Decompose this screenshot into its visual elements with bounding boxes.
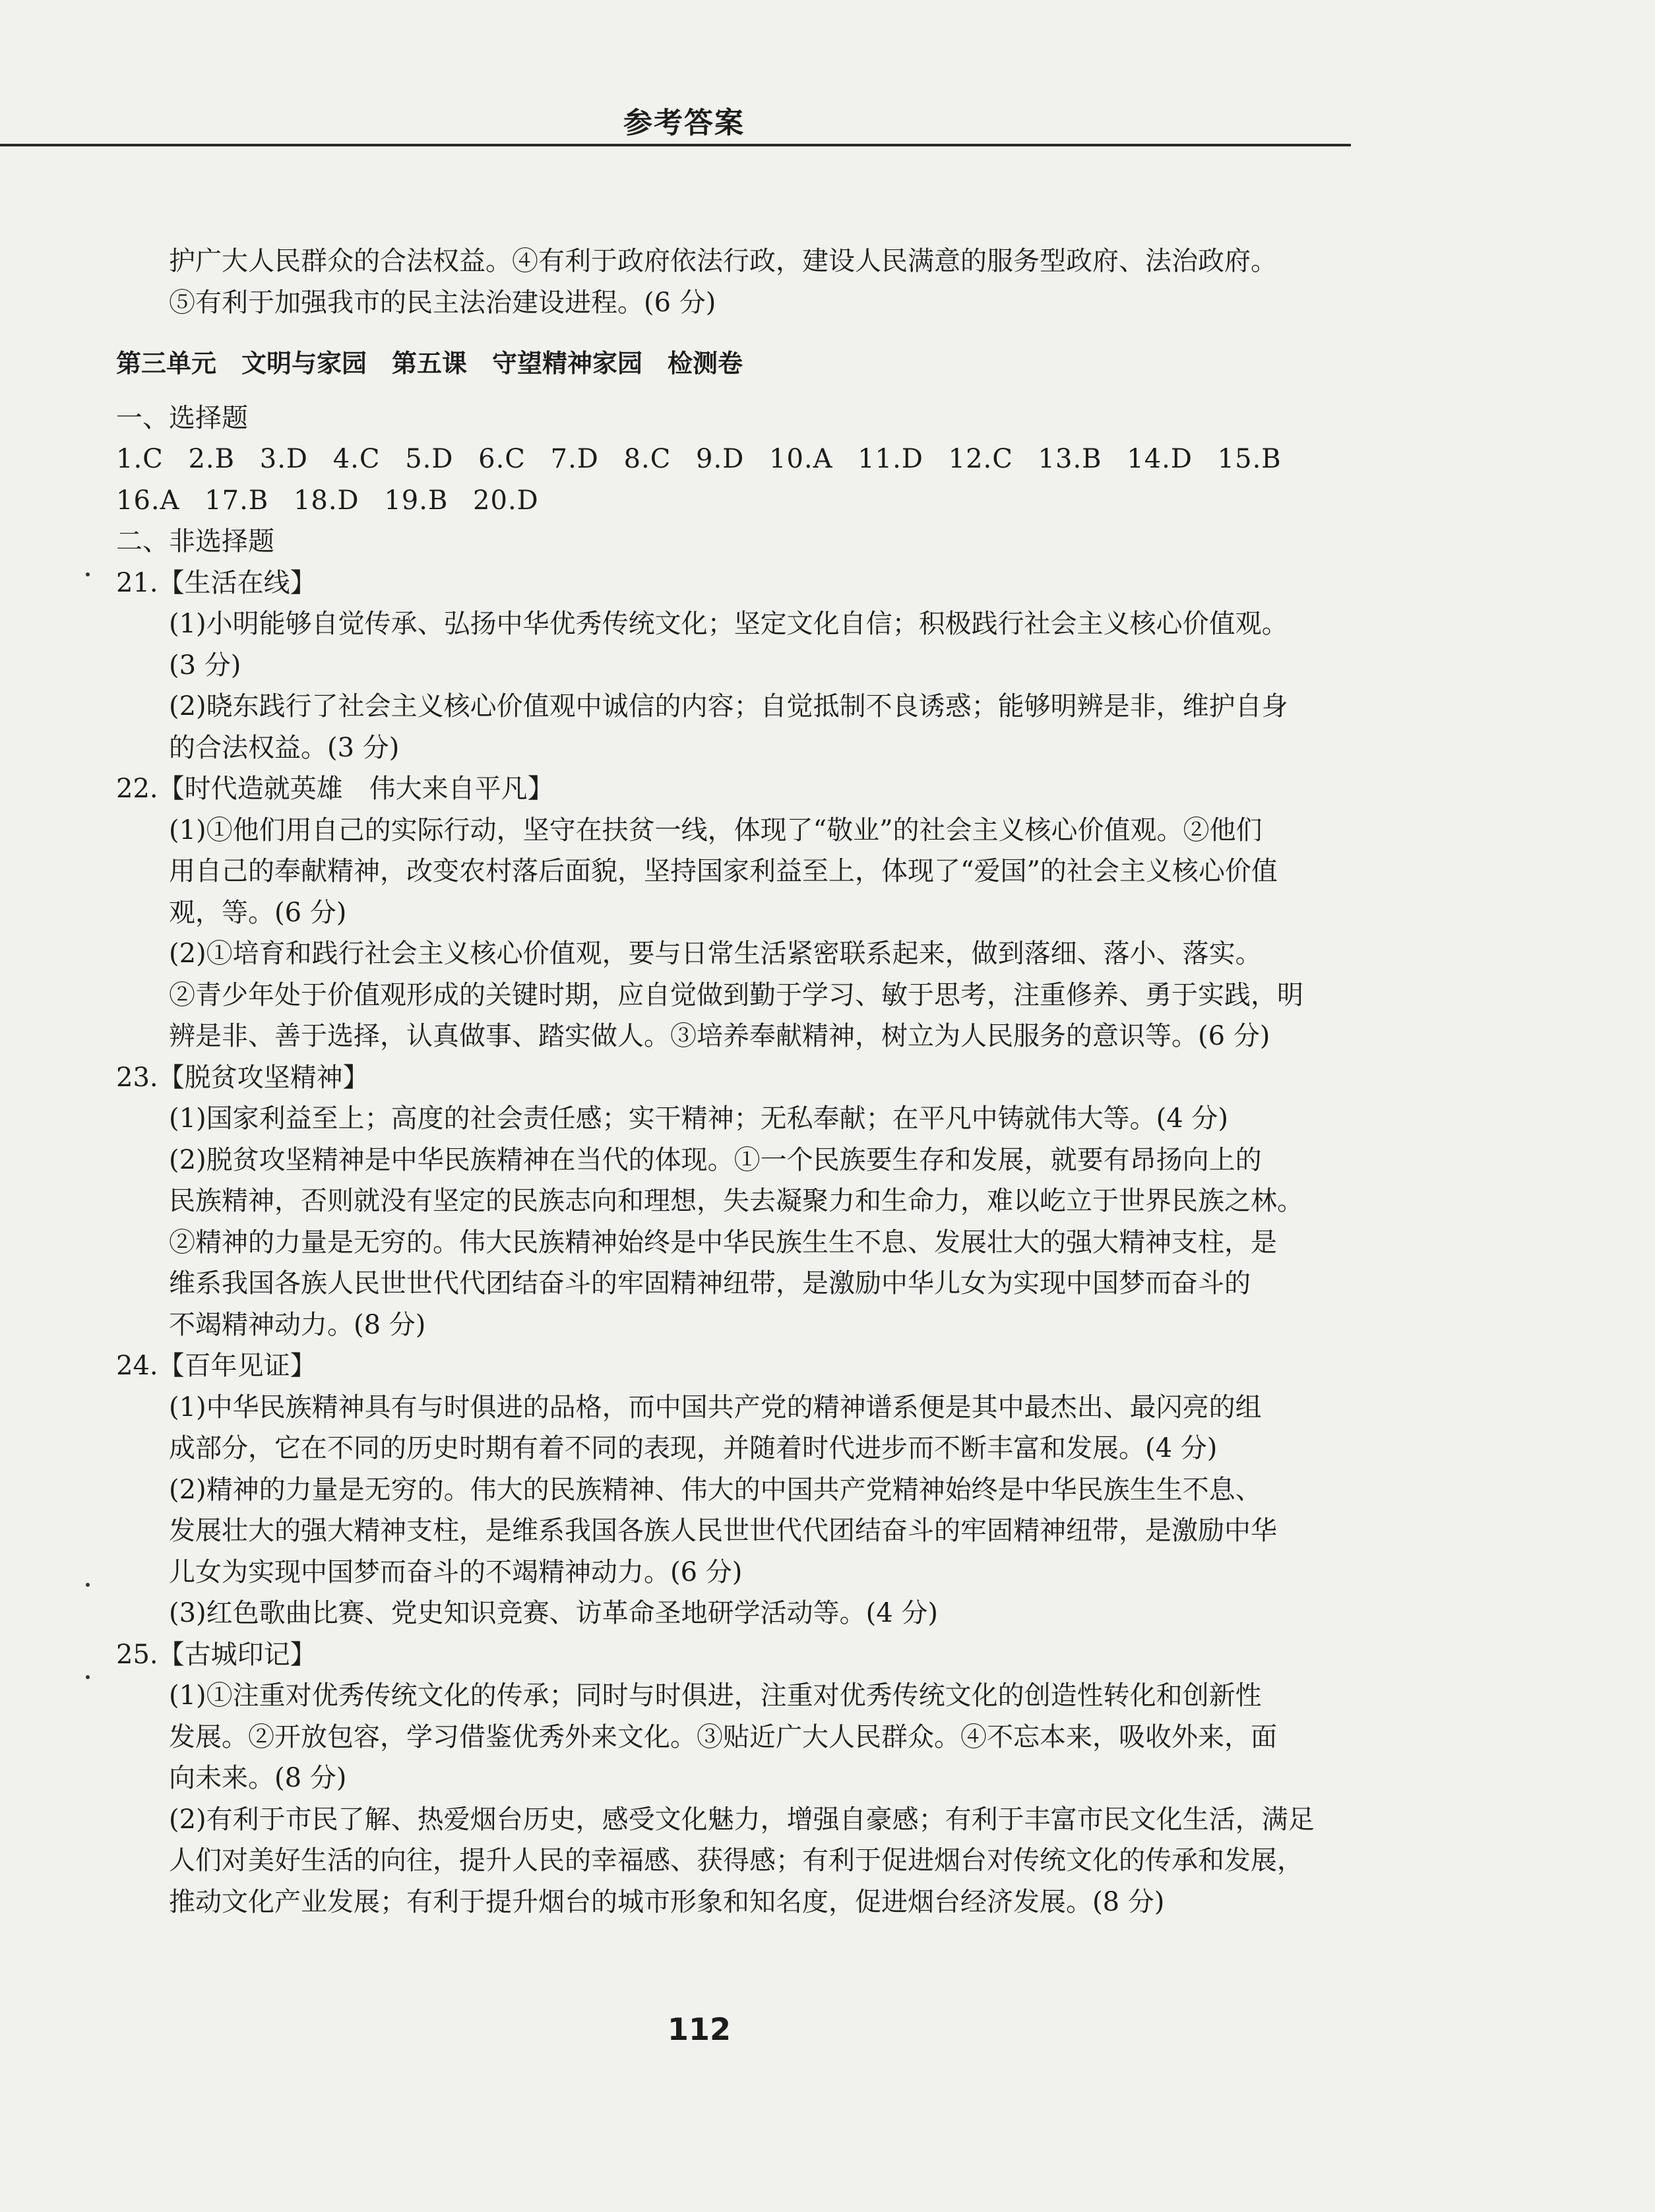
answer-line: 维系我国各族人民世世代代团结奋斗的牢固精神纽带，是激励中华儿女为实现中国梦而奋斗的 bbox=[169, 1268, 1251, 1299]
answer-line: 的合法权益。(3 分) bbox=[169, 732, 400, 763]
choice-answers-line: 16.A 17.B 18.D 19.B 20.D bbox=[116, 485, 539, 516]
answer-line: (2)精神的力量是无穷的。伟大的民族精神、伟大的中国共产党精神始终是中华民族生生不息、 bbox=[169, 1474, 1262, 1505]
question-title-23: 23.【脱贫攻坚精神】 bbox=[116, 1062, 369, 1093]
answer-line: 不竭精神动力。(8 分) bbox=[169, 1309, 426, 1340]
answer-line: 推动文化产业发展；有利于提升烟台的城市形象和知名度，促进烟台经济发展。(8 分) bbox=[169, 1886, 1165, 1917]
answer-line: ②青少年处于价值观形成的关键时期，应自觉做到勤于学习、敏于思考，注重修养、勇于实践，明 bbox=[169, 979, 1303, 1010]
answer-line: 成部分，它在不同的历史时期有着不同的表现，并随着时代进步而不断丰富和发展。(4 分) bbox=[169, 1433, 1218, 1463]
answer-content bbox=[116, 241, 1343, 1922]
answer-line: 观，等。(6 分) bbox=[169, 897, 347, 928]
answer-line: (1)①他们用自己的实际行动，坚守在扶贫一线，体现了“敬业”的社会主义核心价值观。②他们 bbox=[169, 814, 1263, 845]
answer-line: (3)红色歌曲比赛、党史知识竞赛、访革命圣地研学活动等。(4 分) bbox=[169, 1598, 939, 1628]
answer-line: (1)国家利益至上；高度的社会责任感；实干精神；无私奉献；在平凡中铸就伟大等。(4 分) bbox=[169, 1103, 1229, 1134]
question-title-25: 25.【古城印记】 bbox=[116, 1639, 317, 1670]
choice-answers-line: 1.C 2.B 3.D 4.C 5.D 6.C 7.D 8.C 9.D 10.A 11.D 12.C 13.B 14.D 15.B bbox=[116, 444, 1282, 474]
header-divider bbox=[0, 144, 1351, 146]
unit-title: 第三单元 文明与家园 第五课 守望精神家园 检测卷 bbox=[116, 349, 743, 378]
intro-line: ⑤有利于加强我市的民主法治建设进程。(6 分) bbox=[169, 287, 716, 318]
section-title-nonchoice: 二、非选择题 bbox=[116, 526, 274, 557]
answer-line: 发展壮大的强大精神支柱，是维系我国各族人民世世代代团结奋斗的牢固精神纽带，是激励中华 bbox=[169, 1516, 1277, 1546]
answer-line: (1)中华民族精神具有与时俱进的品格，而中国共产党的精神谱系便是其中最杰出、最闪亮的组 bbox=[169, 1392, 1262, 1423]
answer-line: 人们对美好生活的向往，提升人民的幸福感、获得感；有利于促进烟台对传统文化的传承和发展， bbox=[169, 1845, 1303, 1876]
answer-line: (1)①注重对优秀传统文化的传承；同时与时俱进，注重对优秀传统文化的创造性转化和创新性 bbox=[169, 1680, 1262, 1711]
answer-line: ②精神的力量是无穷的。伟大民族精神始终是中华民族生生不息、发展壮大的强大精神支柱，是 bbox=[169, 1227, 1277, 1258]
margin-mark bbox=[86, 572, 90, 576]
answer-line: 用自己的奉献精神，改变农村落后面貌，坚持国家利益至上，体现了“爱国”的社会主义核心价值 bbox=[169, 856, 1278, 886]
answer-line: 发展。②开放包容，学习借鉴优秀外来文化。③贴近广大人民群众。④不忘本来，吸收外来，面 bbox=[169, 1721, 1277, 1752]
answer-line: 民族精神，否则就没有坚定的民族志向和理想，失去凝聚力和生命力，难以屹立于世界民族之林。 bbox=[169, 1186, 1303, 1216]
page-number: 112 bbox=[667, 2012, 732, 2047]
answer-line: 向未来。(8 分) bbox=[169, 1763, 347, 1793]
question-title-21: 21.【生活在线】 bbox=[116, 567, 317, 598]
answer-line: 儿女为实现中国梦而奋斗的不竭精神动力。(6 分) bbox=[169, 1556, 743, 1587]
question-title-22: 22.【时代造就英雄 伟大来自平凡】 bbox=[116, 774, 554, 804]
answer-line: (1)小明能够自觉传承、弘扬中华优秀传统文化；坚定文化自信；积极践行社会主义核心价值观。 bbox=[169, 609, 1288, 639]
question-title-24: 24.【百年见证】 bbox=[116, 1351, 317, 1381]
answer-line: 辨是非、善于选择，认真做事、踏实做人。③培养奉献精神，树立为人民服务的意识等。(6 分) bbox=[169, 1021, 1270, 1051]
page-header-title: 参考答案 bbox=[623, 106, 745, 140]
answer-line: (2)晓东践行了社会主义核心价值观中诚信的内容；自觉抵制不良诱惑；能够明辨是非，维护自身 bbox=[169, 691, 1288, 722]
answer-line: (2)有利于市民了解、热爱烟台历史，感受文化魅力，增强自豪感；有利于丰富市民文化生活，满足 bbox=[169, 1804, 1315, 1835]
section-title-choice: 一、选择题 bbox=[116, 402, 248, 433]
answer-line: (2)①培育和践行社会主义核心价值观，要与日常生活紧密联系起来，做到落细、落小、落实。 bbox=[169, 938, 1262, 969]
answer-line: (2)脱贫攻坚精神是中华民族精神在当代的体现。①一个民族要生存和发展，就要有昂扬向上的 bbox=[169, 1144, 1262, 1175]
margin-mark bbox=[86, 1675, 90, 1679]
margin-mark bbox=[86, 1583, 90, 1587]
answer-line: (3 分) bbox=[169, 650, 241, 681]
intro-line: 护广大人民群众的合法权益。④有利于政府依法行政，建设人民满意的服务型政府、法治政府。 bbox=[169, 246, 1277, 276]
